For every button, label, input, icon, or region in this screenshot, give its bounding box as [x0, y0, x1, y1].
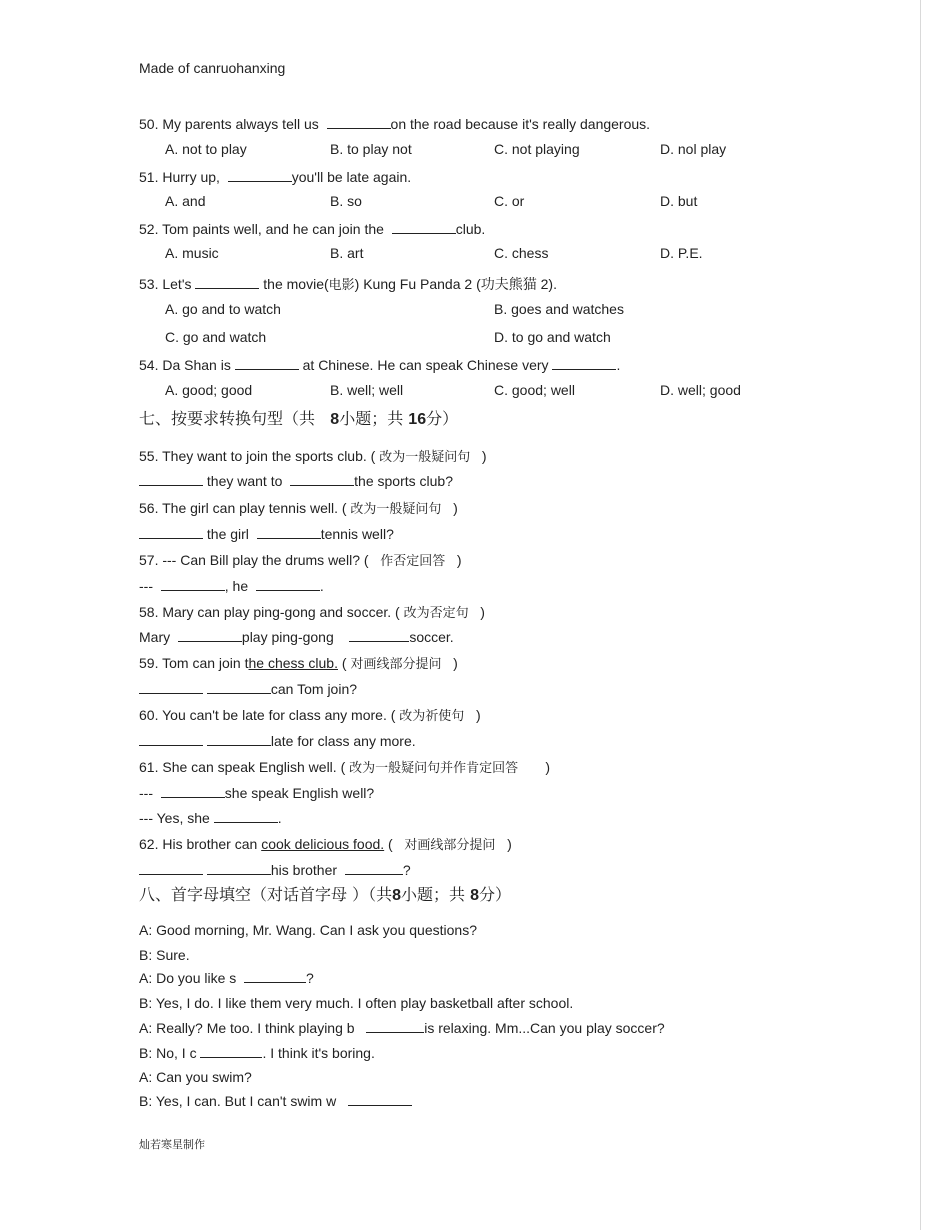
answer-blank[interactable]	[214, 809, 278, 823]
option-d[interactable]: D. nol play	[660, 141, 727, 157]
answer-blank[interactable]	[244, 969, 306, 983]
answer-blank[interactable]	[161, 577, 225, 591]
answer-58: Mary play ping-gong soccer.	[139, 629, 454, 645]
option-a[interactable]: A. music	[165, 245, 219, 261]
dialog-line: A: Really? Me too. I think playing b is relaxing. Mm...Can you play soccer?	[139, 1020, 665, 1036]
option-b[interactable]: B. so	[330, 193, 362, 209]
page-edge	[920, 0, 921, 1230]
answer-59: can Tom join?	[139, 680, 357, 698]
option-a[interactable]: A. good; good	[165, 382, 253, 398]
option-b[interactable]: B. goes and watches	[494, 301, 624, 317]
option-b[interactable]: B. art	[330, 245, 364, 261]
dialog-line: B: Yes, I do. I like them very much. I often play basketball after school.	[139, 995, 574, 1011]
underlined-phrase: he chess club.	[248, 655, 338, 671]
option-d[interactable]: D. to go and watch	[494, 329, 611, 345]
answer-blank[interactable]	[161, 784, 225, 798]
page-header: Made of canruohanxing	[139, 60, 286, 76]
answer-blank[interactable]	[139, 861, 203, 875]
dialog-line: B: No, I c . I think it's boring.	[139, 1045, 375, 1061]
option-c[interactable]: C. good; well	[494, 382, 575, 398]
answer-56: the girl tennis well?	[139, 525, 394, 543]
option-c[interactable]: C. not playing	[494, 141, 580, 157]
question-58: 58. Mary can play ping-gong and soccer. ( 改为否定句 )	[139, 604, 485, 621]
answer-62: his brother ?	[139, 861, 411, 879]
question-50: 50. My parents always tell us on the road because it's really dangerous.	[139, 116, 651, 132]
answer-blank[interactable]	[257, 525, 321, 539]
answer-blank[interactable]	[139, 680, 203, 694]
option-b[interactable]: B. well; well	[330, 382, 404, 398]
answer-blank[interactable]	[139, 472, 203, 486]
answer-57: --- , he .	[139, 578, 324, 594]
options-50	[139, 140, 899, 158]
answer-blank[interactable]	[200, 1044, 262, 1058]
options-53-row1	[139, 300, 899, 318]
underlined-phrase: cook delicious food.	[261, 836, 385, 852]
dialog-line: A: Can you swim?	[139, 1069, 252, 1085]
dialog-line: A: Do you like s ?	[139, 970, 314, 986]
answer-blank[interactable]	[139, 525, 203, 539]
question-52: 52. Tom paints well, and he can join the club.	[139, 221, 486, 237]
answer-blank[interactable]	[256, 577, 320, 591]
option-d[interactable]: D. well; good	[660, 382, 741, 398]
option-d[interactable]: D. but	[660, 193, 698, 209]
dialog-line: B: Yes, I can. But I can't swim w	[139, 1092, 412, 1110]
question-51: 51. Hurry up, you'll be late again.	[139, 169, 412, 185]
answer-blank[interactable]	[207, 861, 271, 875]
option-c[interactable]: C. chess	[494, 245, 549, 261]
options-53-row2	[139, 328, 899, 346]
question-57: 57. --- Can Bill play the drums well? ( 作否定回答 )	[139, 552, 462, 569]
section-8-heading: 八、首字母填空（对话首字母 ）（共8小题；共 8分）	[139, 885, 512, 904]
option-a[interactable]: A. and	[165, 193, 206, 209]
answer-blank[interactable]	[349, 628, 409, 642]
answer-blank[interactable]	[178, 628, 242, 642]
option-c[interactable]: C. or	[494, 193, 525, 209]
option-a[interactable]: A. go and to watch	[165, 301, 281, 317]
page-footer: 灿若寒星制作	[139, 1138, 205, 1151]
option-b[interactable]: B. to play not	[330, 141, 412, 157]
section-7-heading: 七、按要求转换句型（共 8小题；共 16分）	[139, 409, 459, 428]
question-56: 56. The girl can play tennis well. ( 改为一般疑问句 )	[139, 500, 458, 517]
question-55: 55. They want to join the sports club. ( 改为一般疑问句 )	[139, 448, 487, 465]
option-c[interactable]: C. go and watch	[165, 329, 267, 345]
option-a[interactable]: A. not to play	[165, 141, 247, 157]
answer-55: they want to the sports club?	[139, 472, 453, 490]
answer-blank[interactable]	[290, 472, 354, 486]
answer-61-reply: --- Yes, she .	[139, 810, 282, 826]
dialog-line: B: Sure.	[139, 947, 190, 963]
options-51	[139, 192, 899, 210]
dialog-line: A: Good morning, Mr. Wang. Can I ask you questions?	[139, 922, 477, 938]
options-54	[139, 381, 899, 399]
answer-60: late for class any more.	[139, 732, 416, 750]
answer-blank[interactable]	[207, 680, 271, 694]
answer-blank[interactable]	[139, 732, 203, 746]
question-54: 54. Da Shan is at Chinese. He can speak Chinese very .	[139, 357, 621, 373]
answer-blank[interactable]	[345, 861, 403, 875]
answer-blank[interactable]	[366, 1019, 424, 1033]
answer-blank[interactable]	[348, 1092, 412, 1106]
question-62: 62. His brother can cook delicious food. ( 对画线部分提问 )	[139, 836, 512, 853]
option-d[interactable]: D. P.E.	[660, 245, 703, 261]
question-59: 59. Tom can join the chess club. ( 对画线部分提问 )	[139, 655, 458, 672]
options-52	[139, 244, 899, 262]
question-60: 60. You can't be late for class any more. ( 改为祈使句 )	[139, 707, 481, 724]
question-53: 53. Let's the movie(电影) Kung Fu Panda 2 (功夫熊猫 2).	[139, 276, 557, 293]
answer-61-question: --- she speak English well?	[139, 785, 375, 801]
answer-blank[interactable]	[207, 732, 271, 746]
question-61: 61. She can speak English well. ( 改为一般疑问句并作肯定回答 )	[139, 759, 551, 776]
